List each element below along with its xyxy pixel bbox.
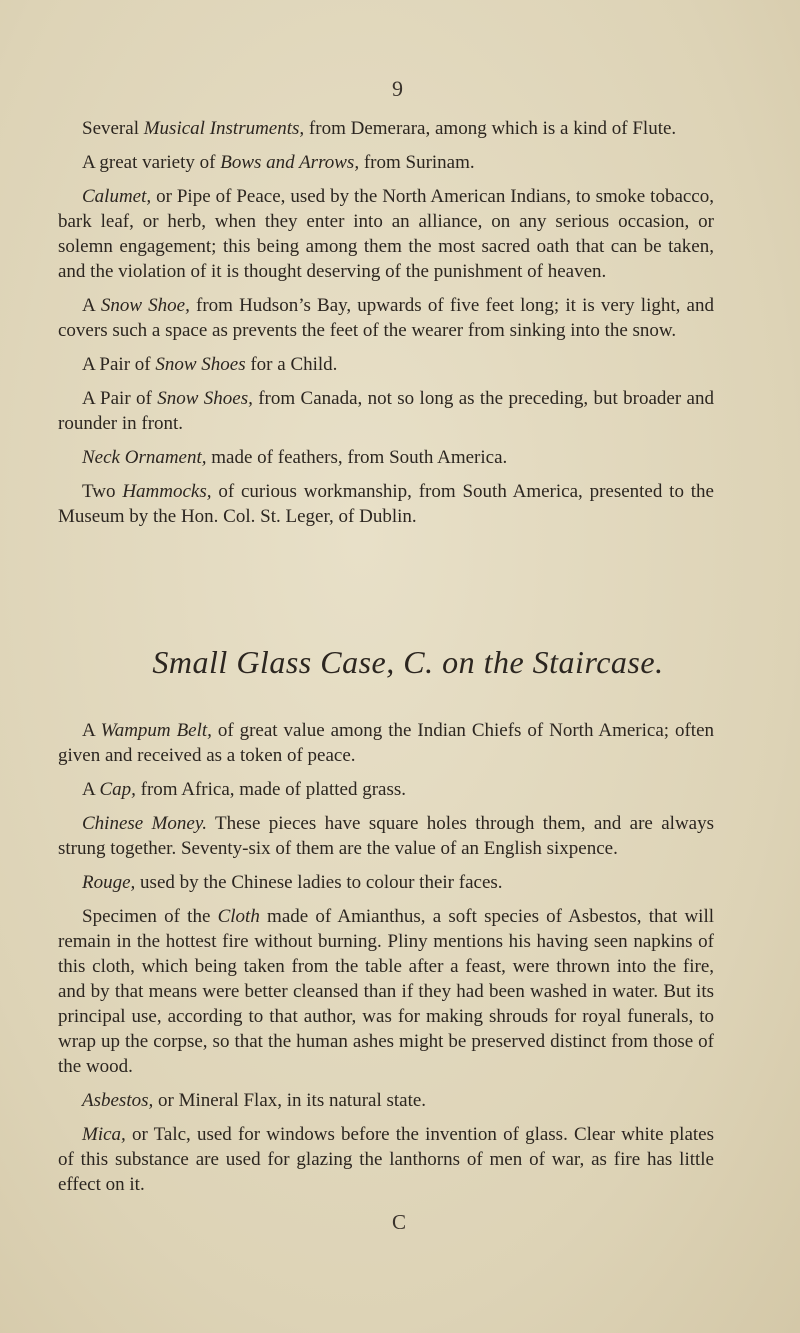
entry-rouge: Rouge, used by the Chinese ladies to colour their faces. <box>82 872 503 893</box>
entry-wampum-belt: A Wampum Belt, of great value among the Indian Chiefs of North America; often given and received as a token of peace. <box>58 720 714 766</box>
entry-cap: A Cap, from Africa, made of platted grass. <box>82 779 407 800</box>
entry-bows-arrows: A great variety of Bows and Arrows, from Surinam. <box>82 152 475 173</box>
entry-snow-shoe: A Snow Shoe, from Hudson’s Bay, upwards of five feet long; it is very light, and covers such a space as prevents the feet of the wearer from sinking into the snow. <box>58 295 714 341</box>
entry-snow-shoes-child: A Pair of Snow Shoes for a Child. <box>82 354 338 375</box>
catalogue-section-upper <box>58 116 714 538</box>
entry-snow-shoes-canada: A Pair of Snow Shoes, from Canada, not so long as the preceding, but broader and rounder in front. <box>58 388 714 434</box>
entry-chinese-money: Chinese Money. These pieces have square holes through them, and are always strung together. Seventy-six of them are the value of an English sixpence. <box>58 813 714 859</box>
entry-mica: Mica, or Talc, used for windows before the invention of glass. Clear white plates of this substance are used for glazing the lanthorns of men of war, as fire has little effect on it. <box>58 1124 714 1195</box>
entry-amianthus-cloth: Specimen of the Cloth made of Amianthus, a soft species of Asbestos, that will remain in the hottest fire without burning. Pliny mentions his having seen napkins of this cloth, which being taken from the table after a feast, were thrown into the fire, and by that means were better cleansed than if they had been washed in water. But its principal use, according to that author, was for making shrouds for royal funerals, to wrap up the corpse, so that the human ashes might be preserved distinct from those of the wood. <box>58 906 714 1077</box>
section-heading: Small Glass Case, C. on the Staircase. <box>152 644 664 680</box>
entry-musical-instruments: Several Musical Instruments, from Demerara, among which is a kind of Flute. <box>82 118 677 139</box>
entry-neck-ornament: Neck Ornament, made of feathers, from South America. <box>82 447 508 468</box>
catalogue-section-lower <box>58 718 714 1206</box>
entry-calumet: Calumet, or Pipe of Peace, used by the North American Indians, to smoke tobacco, bark leaf, or herb, when they enter into an alliance, on any serious occasion, or solemn engagement; this being among them the most sacred oath that can be taken, and the violation of it is thought deserving of the punishment of heaven. <box>58 186 714 282</box>
entry-hammocks: Two Hammocks, of curious workmanship, from South America, presented to the Museum by the Hon. Col. St. Leger, of Dublin. <box>58 481 714 527</box>
page-number: 9 <box>392 76 403 101</box>
entry-asbestos: Asbestos, or Mineral Flax, in its natural state. <box>82 1090 427 1111</box>
signature-mark: C <box>392 1210 407 1234</box>
